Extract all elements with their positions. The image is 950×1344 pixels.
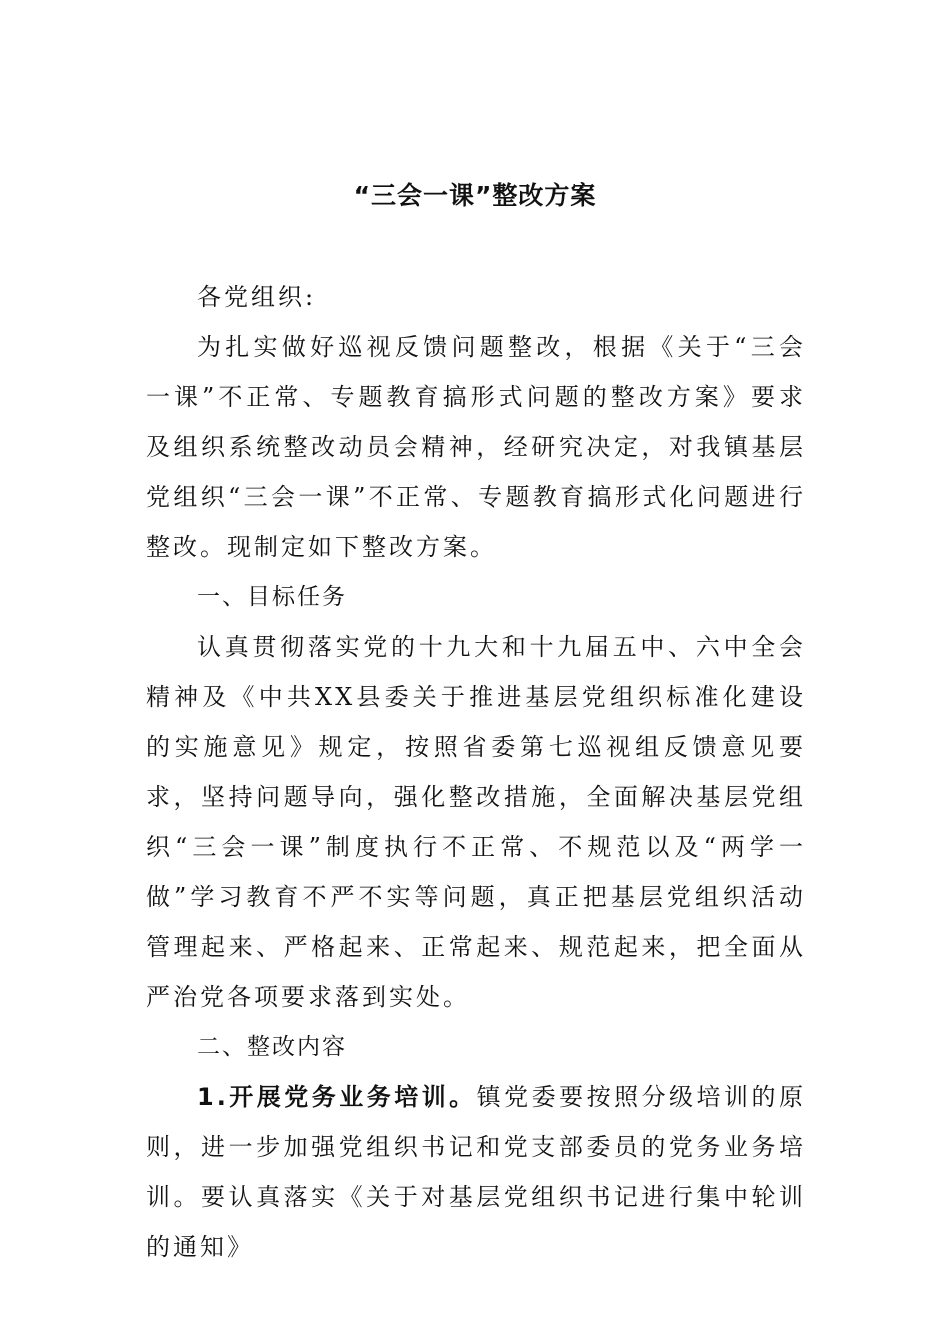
goals-paragraph: 认真贯彻落实党的十九大和十九届五中、六中全会精神及《中共XX县委关于推进基层党组织标准化建设的实施意见》规定，按照省委第七巡视组反馈意见要求，坚持问题导向，强化整改措施，全面解决基层党组织“三会一课”制度执行不正常、不规范以及“两学一做”学习教育不严不实等问题，真正把基层党组织活动管理起来、严格起来、正常起来、规范起来，把全面从严治党各项要求落到实处。 xyxy=(146,633,806,1011)
salutation: 各党组织: xyxy=(197,283,317,311)
item-paragraph xyxy=(146,1072,806,1272)
intro-paragraph: 为扎实做好巡视反馈问题整改，根据《关于“三会一课”不正常、专题教育搞形式问题的整改方案》要求及组织系统整改动员会精神，经研究决定，对我镇基层党组织“三会一课”不正常、专题教育搞形式化问题进行整改。现制定如下整改方案。 xyxy=(146,333,806,561)
section-heading-goals: 一、目标任务 xyxy=(197,584,347,610)
document-body xyxy=(146,272,806,1272)
item-body: 镇党委要按照分级培训的原则，进一步加强党组织书记和党支部委员的党务业务培训。要认真落实《关于对基层党组织书记进行集中轮训的通知》 xyxy=(146,1083,806,1261)
section-heading-content: 二、整改内容 xyxy=(197,1034,347,1060)
document-title: “三会一课”整改方案 xyxy=(353,181,597,210)
item-title: 1.开展党务业务培训。 xyxy=(197,1083,477,1111)
